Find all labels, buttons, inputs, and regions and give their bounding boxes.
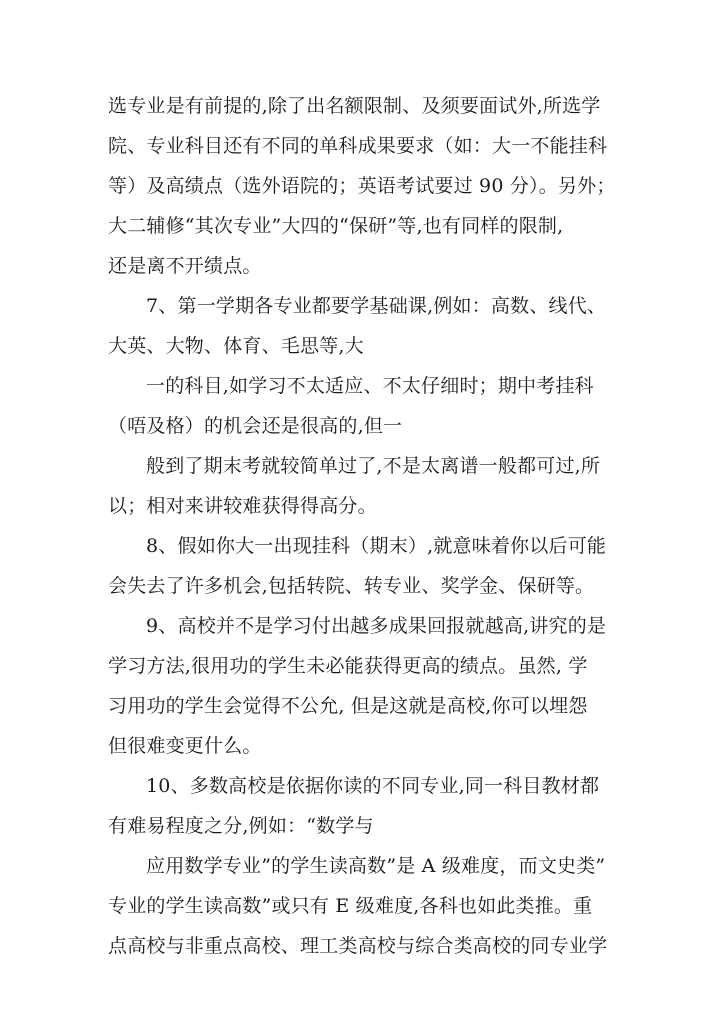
text-line-20: 应用数学专业”的学生读高数”是 A 级难度，而文史类”: [146, 855, 606, 877]
text-line-3: 等）及高绩点（选外语院的；英语考试要过 90 分）。另外；: [108, 175, 616, 197]
text-line-6: 7、第一学期各专业都要学基础课,例如：高数、线代、: [146, 295, 607, 317]
text-line-11: 以；相对来讲较难获得得高分。: [108, 495, 377, 517]
text-line-19: 有难易程度之分,例如：“数学与: [108, 815, 374, 837]
text-line-15: 学习方法,很用功的学生未必能获得更高的绩点。虽然, 学: [108, 655, 588, 677]
text-line-4: 大二辅修“其次专业”大四的“保研”等,也有同样的限制,: [108, 215, 564, 237]
text-line-13: 会失去了许多机会,包括转院、转专业、奖学金、保研等。: [108, 575, 595, 597]
text-line-17: 但很难变更什么。: [108, 735, 262, 757]
text-line-8: 一的科目,如学习不太适应、不太仔细时；期中考挂科: [146, 375, 594, 397]
text-line-9: （唔及格）的机会还是很高的,但一: [108, 415, 403, 437]
text-line-18: 10、多数高校是依据你读的不同专业,同一科目教材都: [146, 775, 600, 797]
text-line-7: 大英、大物、体育、毛思等,大: [108, 335, 364, 357]
text-line-12: 8、假如你大一出现挂科（期末）,就意味着你以后可能: [146, 535, 607, 557]
text-line-10: 般到了期末考就较简单过了,不是太离谱一般都可过,所: [146, 455, 601, 477]
text-line-22: 点高校与非重点高校、理工类高校与综合类高校的同专业学: [108, 935, 608, 957]
text-line-21: 专业的学生读高数”或只有 E 级难度,各科也如此类推。重: [108, 895, 593, 917]
text-line-2: 院、专业科目还有不同的单科成果要求（如：大一不能挂科: [108, 135, 608, 157]
text-line-14: 9、高校并不是学习付出越多成果回报就越高,讲究的是: [146, 615, 607, 637]
text-line-16: 习用功的学生会觉得不公允, 但是这就是高校,你可以埋怨: [108, 695, 588, 717]
text-line-5: 还是离不开绩点。: [108, 255, 262, 277]
text-line-1: 选专业是有前提的,除了出名额限制、及须要面试外,所选学: [108, 95, 601, 117]
